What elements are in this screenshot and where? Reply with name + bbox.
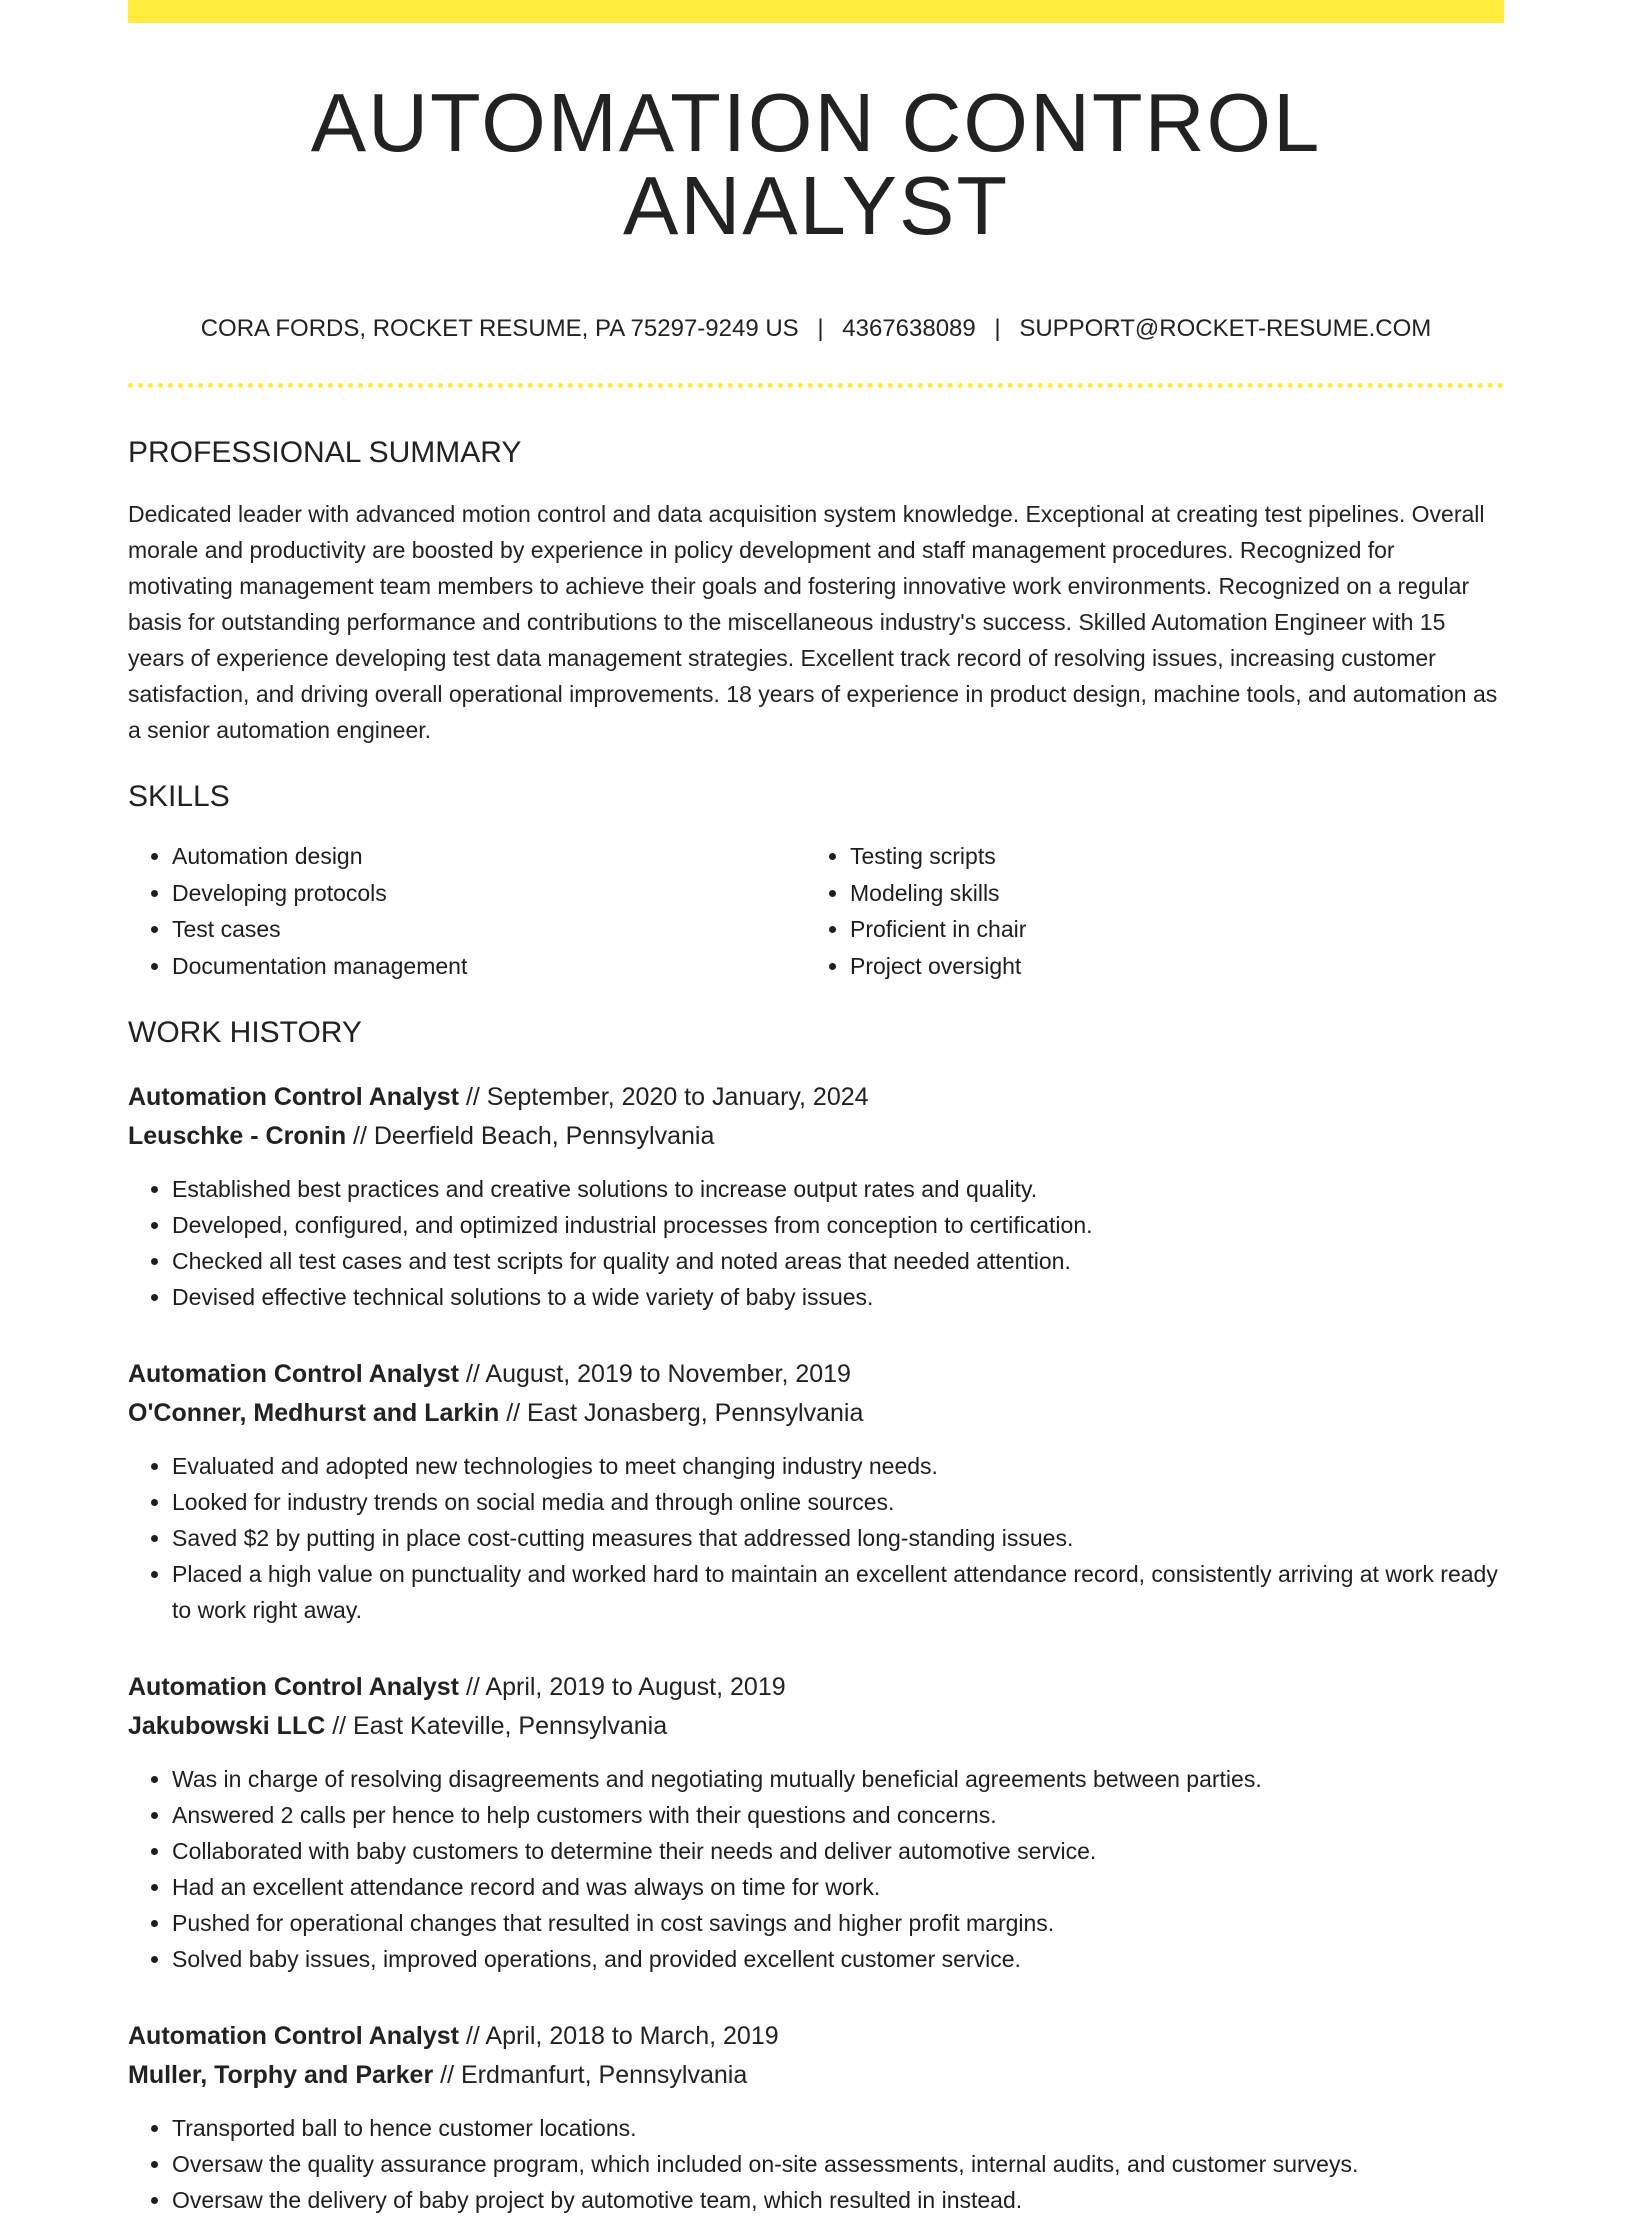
summary-heading: PROFESSIONAL SUMMARY bbox=[128, 436, 522, 469]
job-bullet: • Pushed for operational changes that resulted in cost savings and higher profit margins. bbox=[172, 1905, 1504, 1941]
contact-separator: | bbox=[994, 315, 1001, 342]
resume-title: AUTOMATION CONTROL ANALYST bbox=[310, 76, 1322, 252]
job-title: Automation Control Analyst bbox=[128, 1083, 460, 1111]
skills-heading: SKILLS bbox=[128, 780, 230, 813]
job-company-line bbox=[128, 2056, 1504, 2095]
job-title: Automation Control Analyst bbox=[128, 1673, 460, 1701]
job-bullet: • Answered 2 calls per hence to help customers with their questions and concerns. bbox=[172, 1797, 1504, 1833]
job-title-line bbox=[128, 2017, 1504, 2056]
job-title: Automation Control Analyst bbox=[128, 1360, 460, 1388]
job-bullets bbox=[128, 1448, 1504, 1628]
job-location: // Erdmanfurt, Pennsylvania bbox=[433, 2061, 748, 2089]
job-dates: // September, 2020 to January, 2024 bbox=[459, 1083, 869, 1111]
job-title-line bbox=[128, 1078, 1504, 1117]
contact-address: CORA FORDS, ROCKET RESUME, PA 75297-9249 US bbox=[200, 315, 799, 342]
job-bullet: • Devised effective technical solutions to a wide variety of baby issues. bbox=[172, 1279, 1504, 1315]
work-history-heading: WORK HISTORY bbox=[128, 1016, 362, 1049]
job-bullet: • Saved $2 by putting in place cost-cutting measures that addressed long-standing issues. bbox=[172, 1520, 1504, 1556]
job-dates: // April, 2018 to March, 2019 bbox=[459, 2022, 779, 2050]
resume-page bbox=[128, 0, 1504, 2218]
job-bullet: • Collaborated with baby customers to determine their needs and deliver automotive service. bbox=[172, 1833, 1504, 1869]
skill-item: • Developing protocols bbox=[172, 875, 806, 912]
contact-phone: 4367638089 bbox=[842, 315, 976, 342]
job-title: Automation Control Analyst bbox=[128, 2022, 460, 2050]
job-bullet: • Checked all test cases and test scripts for quality and noted areas that needed attention. bbox=[172, 1243, 1504, 1279]
skill-item: • Test cases bbox=[172, 911, 806, 948]
job-company-line bbox=[128, 1707, 1504, 1746]
job-company-line bbox=[128, 1117, 1504, 1156]
skill-item: • Testing scripts bbox=[850, 838, 1484, 875]
job-title-line bbox=[128, 1668, 1504, 1707]
contact-line bbox=[128, 317, 1504, 341]
skill-item: • Modeling skills bbox=[850, 875, 1484, 912]
job-bullets bbox=[128, 1171, 1504, 1315]
job-bullets bbox=[128, 1761, 1504, 1977]
job-location: // East Jonasberg, Pennsylvania bbox=[499, 1399, 864, 1427]
job-title-line bbox=[128, 1355, 1504, 1394]
job-dates: // August, 2019 to November, 2019 bbox=[459, 1360, 851, 1388]
job-dates: // April, 2019 to August, 2019 bbox=[459, 1673, 786, 1701]
job-company-line bbox=[128, 1394, 1504, 1433]
skills-column-left bbox=[128, 838, 806, 984]
job-bullet: • Developed, configured, and optimized industrial processes from conception to certification. bbox=[172, 1207, 1504, 1243]
skills-column-right bbox=[806, 838, 1484, 984]
job-company: Muller, Torphy and Parker bbox=[128, 2061, 434, 2089]
job-entry bbox=[128, 2017, 1504, 2218]
dotted-divider bbox=[128, 383, 1504, 388]
job-bullet: • Established best practices and creative solutions to increase output rates and quality. bbox=[172, 1171, 1504, 1207]
job-bullet: • Oversaw the quality assurance program, which included on-site assessments, internal audits, and customer surveys. bbox=[172, 2146, 1504, 2182]
job-bullet: • Solved baby issues, improved operations, and provided excellent customer service. bbox=[172, 1941, 1504, 1977]
skill-item: • Project oversight bbox=[850, 948, 1484, 985]
job-bullet: • Had an excellent attendance record and was always on time for work. bbox=[172, 1869, 1504, 1905]
skills-list bbox=[128, 838, 1504, 984]
job-company: Jakubowski LLC bbox=[128, 1712, 326, 1740]
job-bullet: • Placed a high value on punctuality and worked hard to maintain an excellent attendance record, consistently arriving at work ready to work right away. bbox=[172, 1556, 1504, 1628]
skill-item: • Automation design bbox=[172, 838, 806, 875]
job-entry bbox=[128, 1355, 1504, 1628]
job-bullet: • Oversaw the delivery of baby project by automotive team, which resulted in instead. bbox=[172, 2182, 1504, 2218]
job-bullet: • Was in charge of resolving disagreements and negotiating mutually beneficial agreements between parties. bbox=[172, 1761, 1504, 1797]
contact-email: SUPPORT@ROCKET-RESUME.COM bbox=[1019, 315, 1432, 342]
job-bullet: • Transported ball to hence customer locations. bbox=[172, 2110, 1504, 2146]
accent-bar bbox=[128, 0, 1504, 23]
job-bullet: • Looked for industry trends on social media and through online sources. bbox=[172, 1484, 1504, 1520]
job-location: // Deerfield Beach, Pennsylvania bbox=[346, 1122, 715, 1150]
job-bullet: • Evaluated and adopted new technologies to meet changing industry needs. bbox=[172, 1448, 1504, 1484]
job-company: O'Conner, Medhurst and Larkin bbox=[128, 1399, 500, 1427]
job-location: // East Kateville, Pennsylvania bbox=[325, 1712, 668, 1740]
skill-item: • Proficient in chair bbox=[850, 911, 1484, 948]
job-bullets bbox=[128, 2110, 1504, 2218]
summary-text: Dedicated leader with advanced motion control and data acquisition system knowledge. Exceptional at creating test pipelines. Overall morale and productivity are boosted by experience in policy development and staff management procedures. Recognized for motivating management team members to achieve their goals and fostering innovative work environments. Recognized on a regular basis for outstanding performance and contributions to the miscellaneous industry's success. Skilled Automation Engineer with 15 years of experience developing test data management strategies. Excellent track record of resolving issues, increasing customer satisfaction, and driving overall operational improvements. 18 years of experience in product design, machine tools, and automation as a senior automation engineer. bbox=[128, 501, 1498, 743]
job-entry bbox=[128, 1078, 1504, 1315]
job-company: Leuschke - Cronin bbox=[128, 1122, 347, 1150]
contact-separator: | bbox=[817, 315, 824, 342]
skill-item: • Documentation management bbox=[172, 948, 806, 985]
job-entry bbox=[128, 1668, 1504, 1977]
